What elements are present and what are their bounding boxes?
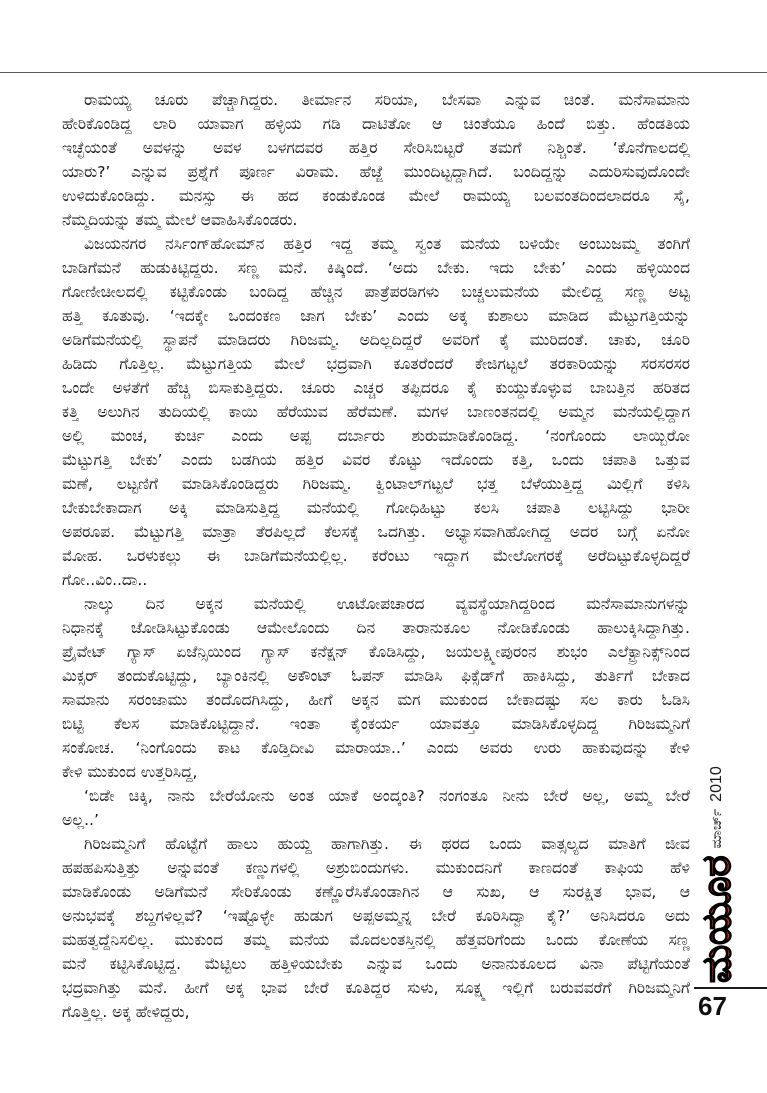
text-line: ನಿಧಾನಕ್ಕೆ ಜೋಡಿಸಿಟ್ಟುಕೊಂಡು ಆಮೇಲೊಂದು ದಿನ ತಾರಾನುಕೂಲ ನೋಡಿಕೊಂಡು ಹಾಲುಕ್ಕಿಸಿದ್ದಾಗಿತ್ತು. <box>62 619 690 637</box>
text-line: ಹೇರಿಕೊಂಡಿದ್ದ ಲಾರಿ ಯಾವಾಗ ಹಳ್ಳಿಯ ಗಡಿ ದಾಟಿತೋ ಆ ಚಿಂತೆಯೂ ಹಿಂದೆ ಬಿತ್ತು. ಹೆಂಡತಿಯ <box>62 115 690 133</box>
top-rule <box>0 72 767 73</box>
text-line: ‘ಬಿಡೇ ಚಿಕ್ಕಿ, ನಾನು ಬೇರೆಯೋನು ಅಂತ ಯಾಕೆ ಅಂದ್ಕಂತಿ? ನಂಗಂತೂ ನೀನು ಬೇರೆ ಅಲ್ಲ, ಅಮ್ಮ ಬೇರೆ <box>84 787 690 805</box>
text-line: ಮೋಹ. ಒರಳುಕಲ್ಲು ಈ ಬಾಡಿಗೆಮನೆಯಲ್ಲಿಲ್ಲ. ಕರೆಂಟು ಇದ್ದಾಗ ಮೇಲೋಗರಕ್ಕೆ ಅರೆದಿಟ್ಟುಕೊಳ್ಳದಿದ್ದರೆ <box>62 547 690 565</box>
text-line: ರಾಮಯ್ಯ ಚೂರು ಪೆಚ್ಚಾಗಿದ್ದರು. ತೀರ್ಮಾನ ಸರಿಯಾ, ಬೇಸವಾ ಎನ್ನುವ ಚಿಂತೆ. ಮನೆಸಾಮಾನು <box>84 91 690 109</box>
text-line: ಮಾಡಿಕೊಂಡು ಅಡಿಗೆಮನೆ ಸೇರಿಕೊಂಡು ಕಣ್ಣೊರೆಸಿಕೊಂಡಾಗಿನ ಆ ಸುಖ, ಆ ಸುರಕ್ಷಿತ ಭಾವ, ಆ <box>62 883 690 901</box>
issue-year: 2010 <box>708 766 725 802</box>
text-line: ಹತ್ತಿ ಕೂತುವು. ‘ಇದಕ್ಕೇ ಒಂದಂಕಣ ಜಾಗ ಬೇಕು’ ಎಂದು ಅಕ್ಕ ಕುಶಾಲು ಮಾಡಿದ ಮೆಟ್ಟುಗತ್ತಿಯನ್ನು <box>62 307 690 325</box>
text-line: ಇಚ್ಛೆಯಂತೆ ಅವಳನ್ನು ಅವಳ ಬಳಗದವರ ಹತ್ತಿರ ಸೇರಿಸಿಬಿಟ್ಟರೆ ತಮಗೆ ನಿಶ್ಚಿಂತೆ. ‘ಕೊನೆಗಾಲದಲ್ಲಿ <box>62 139 690 157</box>
paragraph <box>62 832 690 1024</box>
text-line: ಪ್ರೈವೇಟ್ ಗ್ಯಾಸ್ ಏಜೆನ್ಸಿಯಿಂದ ಗ್ಯಾಸ್ ಕನೆಕ್ಷನ್ ಕೊಡಿಸಿದ್ದು, ಜಯಲಕ್ಷ್ಮೀಪುರಂನ ಶುಭಂ ಎಲೆಕ್ಟ್ರಾನಿಕ್ಸ್‌ನಿಂದ <box>62 643 690 661</box>
text-line: ಅಪರೂಪ. ಮೆಟ್ಟುಗತ್ತಿ ಮಾತ್ರಾ ತೆರಪಿಲ್ಲದೆ ಕೆಲಸಕ್ಕೆ ಒದಗಿತ್ತು. ಅಭ್ಯಾಸವಾಗಿಹೋಗಿದ್ದ ಅದರ ಬಗ್ಗೆ ಏನೋ <box>62 523 690 541</box>
text-line: ಯಾರು?’ ಎನ್ನುವ ಪ್ರಶ್ನೆಗೆ ಪೂರ್ಣ ವಿರಾಮ. ಹೆಜ್ಜೆ ಮುಂದಿಟ್ಟದ್ದಾಗಿದೆ. ಬಂದಿದ್ದನ್ನು ಎದುರಿಸುವುದೊಂದೇ <box>62 163 690 181</box>
page-number: 67 <box>698 991 727 1021</box>
paragraph <box>62 592 690 784</box>
text-line: ಮಣೆ, ಲಟ್ಟಣಿಗೆ ಮಾಡಿಸಿಕೊಂಡಿದ್ದರು ಗಿರಿಜಮ್ಮ. ಕ್ವಿಂಟಾಲ್‌ಗಟ್ಟಲೆ ಭತ್ತ ಬೆಳೆಯುತ್ತಿದ್ದ ಮಿಲ್ಲಿಗೆ ಕಳಿಸಿ <box>62 475 690 493</box>
text-line: ನೆಮ್ಮದಿಯನ್ನು ತಮ್ಮ ಮೇಲೆ ಆವಾಹಿಸಿಕೊಂಡರು. <box>62 211 298 229</box>
text-line: ಅಡಿಗೆಮನೆಯಲ್ಲಿ ಸ್ಥಾಪನೆ ಮಾಡಿದರು ಗಿರಿಜಮ್ಮ. ಅದಿಲ್ಲದಿದ್ದರೆ ಅವರಿಗೆ ಕೈ ಮುರಿದಂತೆ. ಚಾಕು, ಚೂರಿ <box>62 331 690 349</box>
text-line: ಒಂದೇ ಅಳತೆಗೆ ಹೆಚ್ಚಿ ಬಿಸಾಕುತ್ತಿದ್ದರು. ಚೂರು ಎಚ್ಚರ ತಪ್ಪಿದರೂ ಕೈ ಕುಯ್ದುಕೊಳ್ಳುವ ಬಾಬತ್ತಿನ ಹರಿತದ <box>62 379 690 397</box>
text-line: ಬಿಟ್ಟಿ ಕೆಲಸ ಮಾಡಿಕೊಟ್ಟಿದ್ದಾನೆ. ಇಂತಾ ಕೈಂಕರ್ಯ ಯಾವತ್ತೂ ಮಾಡಿಸಿಕೊಳ್ಳದಿದ್ದ ಗಿರಿಜಮ್ಮನಿಗೆ <box>62 715 690 733</box>
text-line: ಅಲ್ಲ..’ <box>62 811 99 829</box>
text-line: ಮಿಕ್ಸರ್ ತಂದುಕೊಟ್ಟಿದ್ದು, ಬ್ಯಾಂಕಿನಲ್ಲಿ ಅಕೌಂಟ್ ಓಪನ್ ಮಾಡಿಸಿ ಫಿಕ್ಸೆಡ್‌ಗೆ ಹಾಕಿಸಿದ್ದು, ತುರ್ತಿಗೆ ಬೇಕಾದ <box>62 667 690 685</box>
text-line: ಸಾಮಾನು ಸರಂಜಾಮು ತಂದೊದಗಿಸಿದ್ದು, ಹೀಗೆ ಅಕ್ಕನ ಮಗ ಮುಕುಂದ ಬೇಕಾದಷ್ಟು ಸಲ ಕಾರು ಓಡಿಸಿ <box>62 691 690 709</box>
paragraph <box>62 232 690 592</box>
issue-strip <box>692 766 742 983</box>
text-line: ಗೋಣೀಚೀಲದಲ್ಲಿ ಕಟ್ಟಿಕೊಂಡು ಬಂದಿದ್ದ ಹೆಚ್ಚಿನ ಪಾತ್ರೆಪರಡಿಗಳು ಬಚ್ಚಲುಮನೆಯ ಮೇಲಿದ್ದ ಸಣ್ಣ ಅಟ್ಟ <box>62 283 690 301</box>
text-line: ಉಳಿದುಕೊಂಡಿದ್ದು. ಮನಸ್ಸು ಈ ಹದ ಕಂಡುಕೊಂಡ ಮೇಲೆ ರಾಮಯ್ಯ ಬಲವಂತದಿಂದಲಾದರೂ ಸೈ, <box>62 187 690 205</box>
text-line: ಗಿರಿಜಮ್ಮನಿಗೆ ಹೊಟ್ಟೆಗೆ ಹಾಲು ಹುಯ್ದ ಹಾಗಾಗಿತ್ತು. ಈ ಥರದ ಒಂದು ವಾತ್ಸಲ್ಯದ ಮಾತಿಗೆ ಜೀವ <box>84 835 690 853</box>
text-line: ಭದ್ರವಾಗಿತ್ತು ಮನೆ. ಹೀಗೆ ಅಕ್ಕ ಭಾವ ಬೇರೆ ಕೂತಿದ್ದರ ಸುಳು, ಸೂಕ್ಷ್ಮ ಇಲ್ಲಿಗೆ ಬರುವವರೆಗೆ ಗಿರಿಜಮ್ಮನಿಗೆ <box>62 979 690 997</box>
paragraph <box>62 784 690 832</box>
text-line: ಗೊತ್ತಿಲ್ಲ. ಅಕ್ಕ ಹೇಳಿದ್ದರು, <box>62 1003 190 1021</box>
text-line: ಕೇಳಿ ಮುಕುಂದ ಉತ್ತರಿಸಿದ್ದ, <box>62 763 198 781</box>
text-line: ನಾಲ್ಕು ದಿನ ಅಕ್ಕನ ಮನೆಯಲ್ಲಿ ಊಟೋಪಚಾರದ ವ್ಯವಸ್ಥೆಯಾಗಿದ್ದರಿಂದ ಮನೆಸಾಮಾನುಗಳನ್ನು <box>84 595 690 613</box>
text-line: ಕತ್ತಿ ಅಲುಗಿನ ತುದಿಯಲ್ಲಿ ಕಾಯಿ ಹೆರೆಯುವ ಹೆರೆಮಣೆ. ಮಗಳ ಬಾಣಂತನದಲ್ಲಿ ಅಮ್ಮನ ಮನೆಯಲ್ಲಿದ್ದಾಗ <box>62 403 690 421</box>
paragraph <box>62 88 690 232</box>
text-line: ಸಂಕೋಚ. ‘ನಿಂಗೊಂದು ಕಾಟ ಕೊಡ್ತಿದೀವಿ ಮಾರಾಯಾ..’ ಎಂದು ಅವರು ಉರು ಹಾಕುವುದನ್ನು ಕೇಳಿ <box>62 739 690 757</box>
text-line: ವಿಜಯನಗರ ನರ್ಸಿಂಗ್‌ಹೋಮ್‌ನ ಹತ್ತಿರ ಇದ್ದ ತಮ್ಮ ಸ್ವಂತ ಮನೆಯ ಬಳಿಯೇ ಅಂಬುಜಮ್ಮ ತಂಗಿಗೆ <box>84 235 690 253</box>
issue-month: ಮಾರ್ಚ್ <box>709 808 725 849</box>
text-line: ಮನೆ ಕಟ್ಟಿಸಿಕೊಟ್ಟಿದ್ದ. ಮೆಟ್ಟಿಲು ಹತ್ತಿಳಿಯಬೇಕು ಎನ್ನುವ ಒಂದು ಅನಾನುಕೂಲದ ವಿನಾ ಪೆಟ್ಟಿಗೆಯಂತೆ <box>62 955 690 973</box>
text-line: ಅಲ್ಲಿ ಮಂಚ, ಕುರ್ಚಿ ಎಂದು ಅಪ್ಪ ದರ್ಬಾರು ಶುರುಮಾಡಿಕೊಂಡಿದ್ದ. ‘ನಂಗೊಂದು ಲಾಯ್ಬಿರೋ <box>62 427 690 445</box>
text-line: ಮೆಟ್ಟುಗತ್ತಿ ಬೇಕು’ ಎಂದು ಬಡಗಿಯ ಹತ್ತಿರ ವಿವರ ಕೊಟ್ಟು ಇದೊಂದು ಕತ್ತಿ, ಒಂದು ಚಪಾತಿ ಒತ್ತುವ <box>62 451 690 469</box>
text-line: ಮಹತ್ವದ್ದೆನಿಸಲಿಲ್ಲ. ಮುಕುಂದ ತಮ್ಮ ಮನೆಯ ಮೊದಲಂತಸ್ತಿನಲ್ಲಿ ಹೆತ್ತವರಿಗೆಂದು ಒಂದು ಕೋಣೆಯ ಸಣ್ಣ <box>62 931 690 949</box>
text-line: ಗೋ..ವಿಂ..ದಾ.. <box>62 571 148 589</box>
footer-rule <box>694 987 767 989</box>
text-line: ಅನುಭವಕ್ಕೆ ಶಬ್ದಗಳಿಲ್ಲವೆ? ‘ಇಷ್ಟೊಳ್ಳೇ ಹುಡುಗ ಅಪ್ಪಅಮ್ಮನ್ನ ಬೇರೆ ಕೂರಿಸಿದ್ವಾ ಕೈ?’ ಅನಿಸಿದರೂ ಅದು <box>62 907 690 925</box>
article-body <box>62 88 690 1024</box>
text-line: ಬಾಡಿಗೆಮನೆ ಹುಡುಕಿಟ್ಟಿದ್ದರು. ಸಣ್ಣ ಮನೆ. ಕಿಷ್ಕಿಂದೆ. ‘ಅದು ಬೇಕು. ಇದು ಬೇಕು’ ಎಂದು ಹಳ್ಳಿಯಿಂದ <box>62 259 690 277</box>
text-line: ಬೇಕುಬೇಕಾದಾಗ ಅಕ್ಕಿ ಮಾಡಿಸುತ್ತಿದ್ದ ಮನೆಯಲ್ಲಿ ಗೋಧಿಹಿಟ್ಟು ಕಲಸಿ ಚಪಾತಿ ಲಟ್ಟಿಸಿದ್ದು ಭಾರೀ <box>62 499 690 517</box>
magazine-name: ಮಯೂರ <box>694 855 740 983</box>
text-line: ಹಿಡಿದು ಗೊತ್ತಿಲ್ಲ. ಮೆಟ್ಟುಗತ್ತಿಯ ಮೇಲೆ ಭದ್ರವಾಗಿ ಕೂತರೆಂದರೆ ಕೇಜಿಗಟ್ಟಲೆ ತರಕಾರಿಯನ್ನು ಸರಸರಸರ <box>62 355 690 373</box>
text-line: ಹಪಹಪಿಸುತ್ತಿತ್ತು ಅನ್ನುವಂತೆ ಕಣ್ಣುಗಳಲ್ಲಿ ಅಶ್ರುಬಿಂದುಗಳು. ಮುಕುಂದನಿಗೆ ಕಾಣದಂತೆ ಕಾಫಿಯ ಹೆಳಿ <box>62 859 690 877</box>
